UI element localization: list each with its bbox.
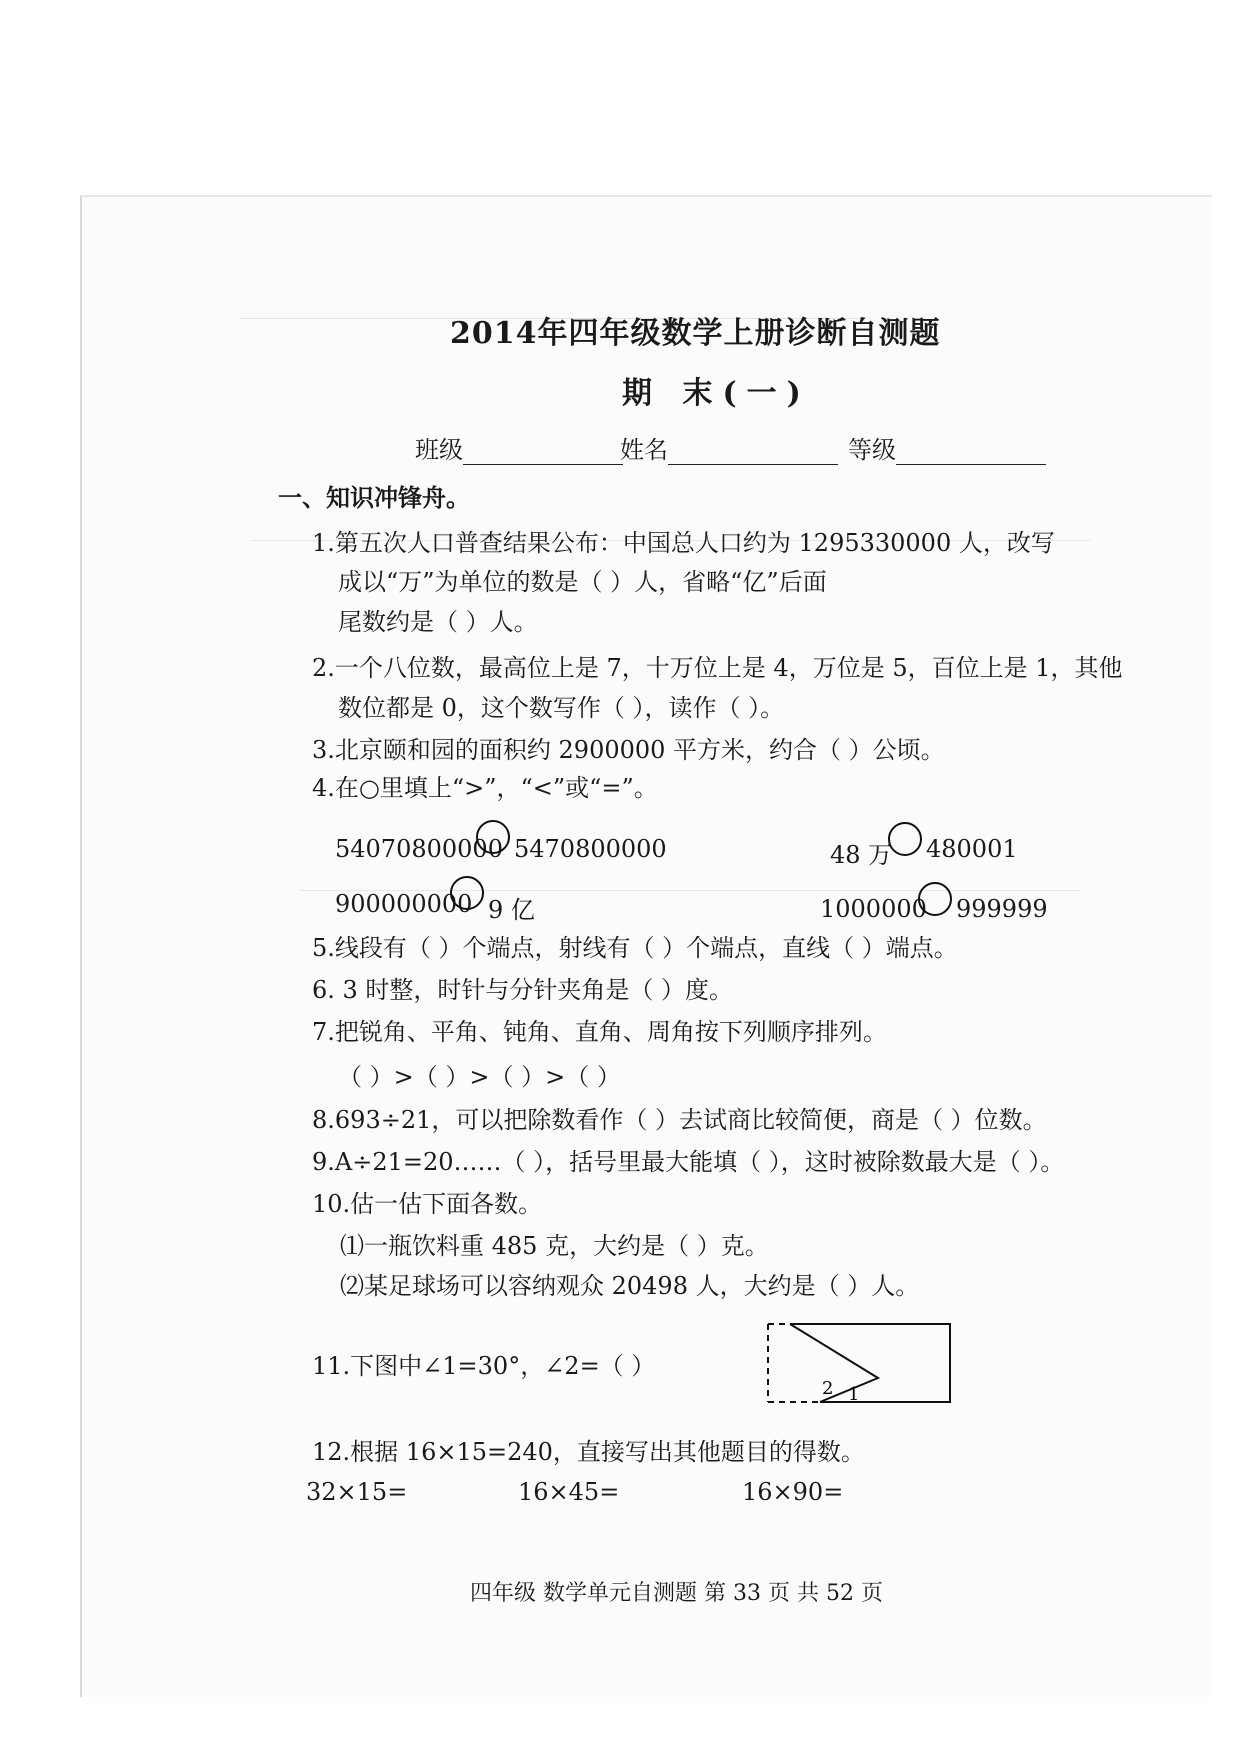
q10-line3: ⑵某足球场可以容纳观众 20498 人，大约是（ ）人。 — [340, 1272, 920, 1300]
q12-line1: 12.根据 16×15=240，直接写出其他题目的得数。 — [312, 1438, 865, 1466]
compare-a-right: 5470800000 — [514, 835, 667, 863]
q4-line1: 4.在○里填上“>”，“<”或“=”。 — [312, 774, 658, 802]
q8: 8.693÷21，可以把除数看作（ ）去试商比较简便，商是（ ）位数。 — [312, 1106, 1047, 1134]
compare-circle-c[interactable] — [450, 876, 484, 910]
q6: 6. 3 时整，时针与分针夹角是（ ）度。 — [312, 976, 734, 1004]
grade-label: 等级 — [848, 436, 896, 464]
compare-circle-d[interactable] — [918, 882, 952, 916]
q1-line3: 尾数约是（ ）人。 — [338, 608, 538, 636]
grade-field — [848, 430, 1046, 465]
q1-line2: 成以“万”为单位的数是（ ）人，省略“亿”后面 — [338, 568, 827, 596]
angle-label-1: 1 — [848, 1384, 860, 1405]
q12-expr-3: 16×90= — [742, 1478, 844, 1506]
q10-line2: ⑴一瓶饮料重 485 克，大约是（ ）克。 — [340, 1232, 769, 1260]
compare-b-left: 48 万 — [830, 841, 893, 869]
q1-line1: 1.第五次人口普查结果公布：中国总人口约为 1295330000 人，改写 — [312, 529, 1055, 557]
compare-d-right: 999999 — [956, 895, 1048, 923]
section-heading: 一、知识冲锋舟。 — [278, 483, 470, 512]
q7-line1: 7.把锐角、平角、钝角、直角、周角按下列顺序排列。 — [312, 1018, 887, 1046]
compare-c-right: 9 亿 — [488, 896, 535, 924]
compare-circle-a[interactable] — [476, 820, 510, 854]
page-subtitle: 期 末(一) — [622, 376, 811, 411]
q9: 9.A÷21=20……（ ），括号里最大能填（ ），这时被除数最大是（ ）。 — [312, 1148, 1065, 1176]
q2-line1: 2.一个八位数，最高位上是 7，十万位上是 4，万位是 5，百位上是 1，其他 — [312, 654, 1123, 682]
class-blank[interactable] — [463, 440, 623, 465]
q11: 11.下图中∠1=30°，∠2=（ ） — [312, 1352, 656, 1380]
class-field — [415, 430, 623, 465]
q10-line1: 10.估一估下面各数。 — [312, 1190, 543, 1218]
compare-a-left: 54070800000 — [335, 835, 503, 863]
grade-blank[interactable] — [896, 440, 1046, 465]
name-blank[interactable] — [668, 440, 838, 465]
q3: 3.北京颐和园的面积约 2900000 平方米，约合（ ）公顷。 — [312, 736, 945, 764]
compare-c-left: 900000000 — [335, 890, 473, 918]
q12-expr-1: 32×15= — [306, 1478, 408, 1506]
q7-line2: （ ）>（ ）>（ ）>（ ） — [338, 1063, 621, 1091]
compare-d-left: 1000000 — [820, 895, 927, 923]
page-title: 2014年四年级数学上册诊断自测题 — [450, 316, 941, 351]
class-label: 班级 — [415, 436, 463, 464]
page-footer: 四年级 数学单元自测题 第 33 页 共 52 页 — [470, 1581, 883, 1606]
name-label: 姓名 — [620, 436, 668, 464]
angle-figure — [760, 1320, 960, 1420]
q2-line2: 数位都是 0，这个数写作（ ），读作（ ）。 — [338, 694, 785, 722]
figure-fold — [790, 1324, 878, 1402]
figure-rectangle — [790, 1324, 950, 1402]
compare-circle-b[interactable] — [888, 822, 922, 856]
angle-label-2: 2 — [822, 1378, 834, 1399]
q12-expr-2: 16×45= — [518, 1478, 620, 1506]
compare-b-right: 480001 — [926, 835, 1018, 863]
name-field — [620, 430, 838, 465]
q5: 5.线段有（ ）个端点，射线有（ ）个端点，直线（ ）端点。 — [312, 934, 958, 962]
